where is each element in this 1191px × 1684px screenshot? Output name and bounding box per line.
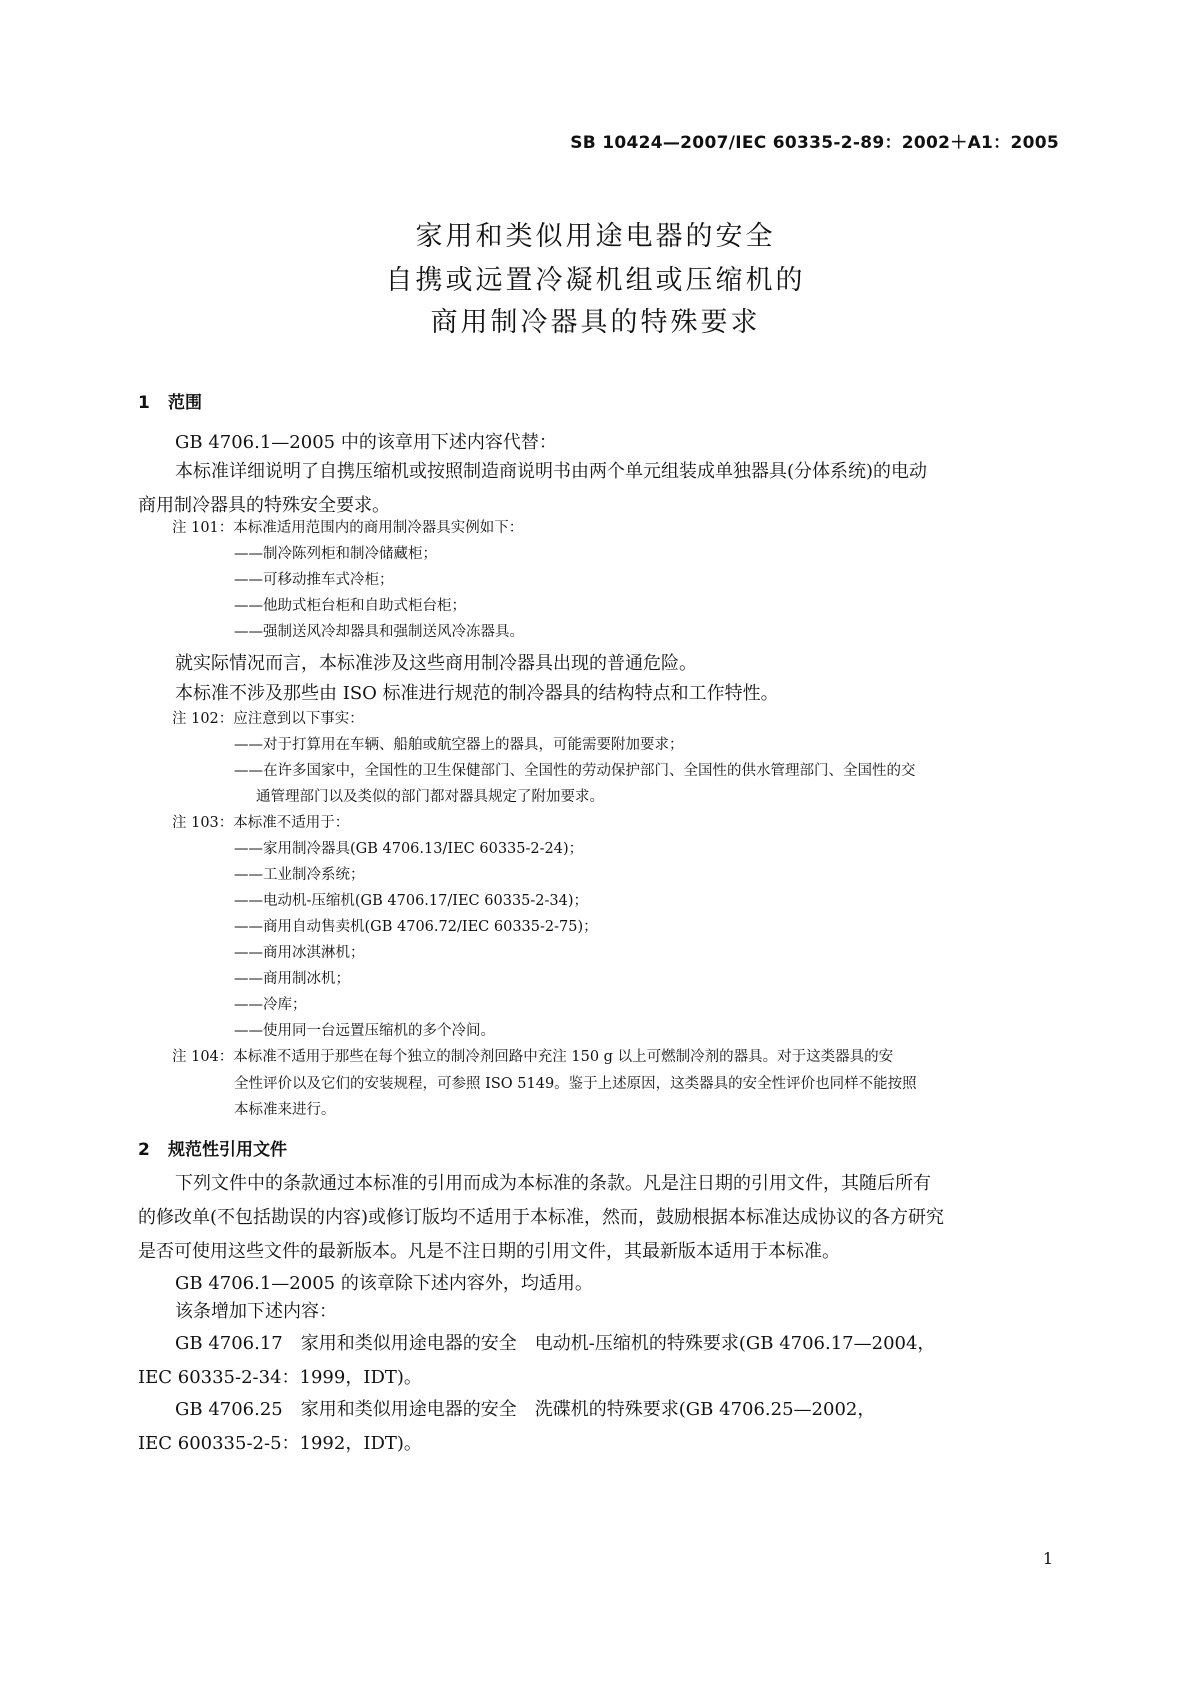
- reference-gb4706-17: GB 4706.17 家用和类似用途电器的安全 电动机-压缩机的特殊要求(GB 4706.17—2004， IEC 60335-2-34：1999，IDT)。: [138, 1333, 936, 1388]
- sec1-paragraph-2: 本标准详细说明了自携压缩机或按照制造商说明书由两个单元组装成单独器具(分体系统)的电动 商用制冷器具的特殊安全要求。: [138, 461, 928, 516]
- note-103-label: 注 103：本标准不适用于：: [172, 815, 350, 831]
- note-104-line-2: 全性评价以及它们的安装规程，可参照 ISO 5149。鉴于上述原因，这类器具的安全性评价也同样不能按照: [234, 1076, 917, 1092]
- title-line-1: 家用和类似用途电器的安全: [415, 221, 776, 252]
- note-103-item: ——使用同一台远置压缩机的多个冷间。: [234, 1023, 495, 1039]
- note-101-item: ——可移动推车式冷柜；: [234, 572, 394, 588]
- section-2-number: 2: [138, 1140, 150, 1160]
- note-103-item: ——工业制冷系统；: [234, 867, 365, 883]
- note-102-item: ——在许多国家中，全国性的卫生保健部门、全国性的劳动保护部门、全国性的供水管理部门、全国性的交: [234, 763, 916, 779]
- sec1-paragraph-1: GB 4706.1—2005 中的该章用下述内容代替：: [175, 432, 557, 453]
- title-line-2: 自携或远置冷凝机组或压缩机的: [385, 265, 806, 296]
- note-102-item-continued: 通管理部门以及类似的部门都对器具规定了附加要求。: [256, 789, 604, 805]
- note-103-item: ——商用自动售卖机(GB 4706.72/IEC 60335-2-75)；: [234, 919, 598, 935]
- note-103-item: ——商用制冰机；: [234, 971, 350, 987]
- sec2-paragraph-3: 该条增加下述内容：: [175, 1301, 337, 1322]
- note-102-item: ——对于打算用在车辆、船舶或航空器上的器具，可能需要附加要求；: [234, 737, 684, 753]
- note-102-label: 注 102：应注意到以下事实：: [172, 711, 364, 727]
- note-104-line-1: 注 104：本标准不适用于那些在每个独立的制冷剂回路中充注 150 g 以上可燃制冷剂的器具。对于这类器具的安: [172, 1049, 894, 1065]
- note-103-item: ——电动机-压缩机(GB 4706.17/IEC 60335-2-34)；: [234, 893, 589, 909]
- sec1-paragraph-4: 本标准不涉及那些由 ISO 标准进行规范的制冷器具的结构特点和工作特性。: [175, 683, 779, 704]
- section-2-heading: [138, 1135, 287, 1160]
- note-103-item: ——商用冰淇淋机；: [234, 945, 365, 961]
- note-101-item: ——强制送风冷却器具和强制送风冷冻器具。: [234, 624, 524, 640]
- reference-gb4706-25: GB 4706.25 家用和类似用途电器的安全 洗碟机的特殊要求(GB 4706.25—2002， IEC 600335-2-5：1992，IDT)。: [138, 1399, 876, 1454]
- note-101-label: 注 101：本标准适用范围内的商用制冷器具实例如下：: [172, 520, 524, 536]
- note-101-item: ——制冷陈列柜和制冷储藏柜；: [234, 546, 437, 562]
- section-1-number: 1: [138, 393, 150, 413]
- page-number: 1: [1042, 1549, 1053, 1568]
- sec2-paragraph-2: GB 4706.1—2005 的该章除下述内容外，均适用。: [175, 1273, 593, 1294]
- section-1-title: 范围: [168, 393, 202, 413]
- note-103-item: ——冷库；: [234, 997, 307, 1013]
- title-line-3: 商用制冷器具的特殊要求: [430, 307, 761, 338]
- note-101-item: ——他助式柜台柜和自助式柜台柜；: [234, 598, 466, 614]
- note-104-line-3: 本标准来进行。: [234, 1102, 336, 1118]
- section-2-title: 规范性引用文件: [168, 1140, 287, 1160]
- section-1-heading: [138, 388, 202, 413]
- standard-code-header: SB 10424—2007/IEC 60335-2-89：2002＋A1：2005: [570, 133, 1059, 153]
- sec2-paragraph-1: 下列文件中的条款通过本标准的引用而成为本标准的条款。凡是注日期的引用文件，其随后所有 的修改单(不包括勘误的内容)或修订版均不适用于本标准，然而，鼓励根据本标准达成协议的各方研究 是否可使用这些文件的最新版本。凡是不注日期的引用文件，其最新版本适用于本标准。: [138, 1173, 945, 1262]
- note-103-item: ——家用制冷器具(GB 4706.13/IEC 60335-2-24)；: [234, 841, 584, 857]
- sec1-paragraph-3: 就实际情况而言，本标准涉及这些商用制冷器具出现的普通危险。: [175, 653, 697, 674]
